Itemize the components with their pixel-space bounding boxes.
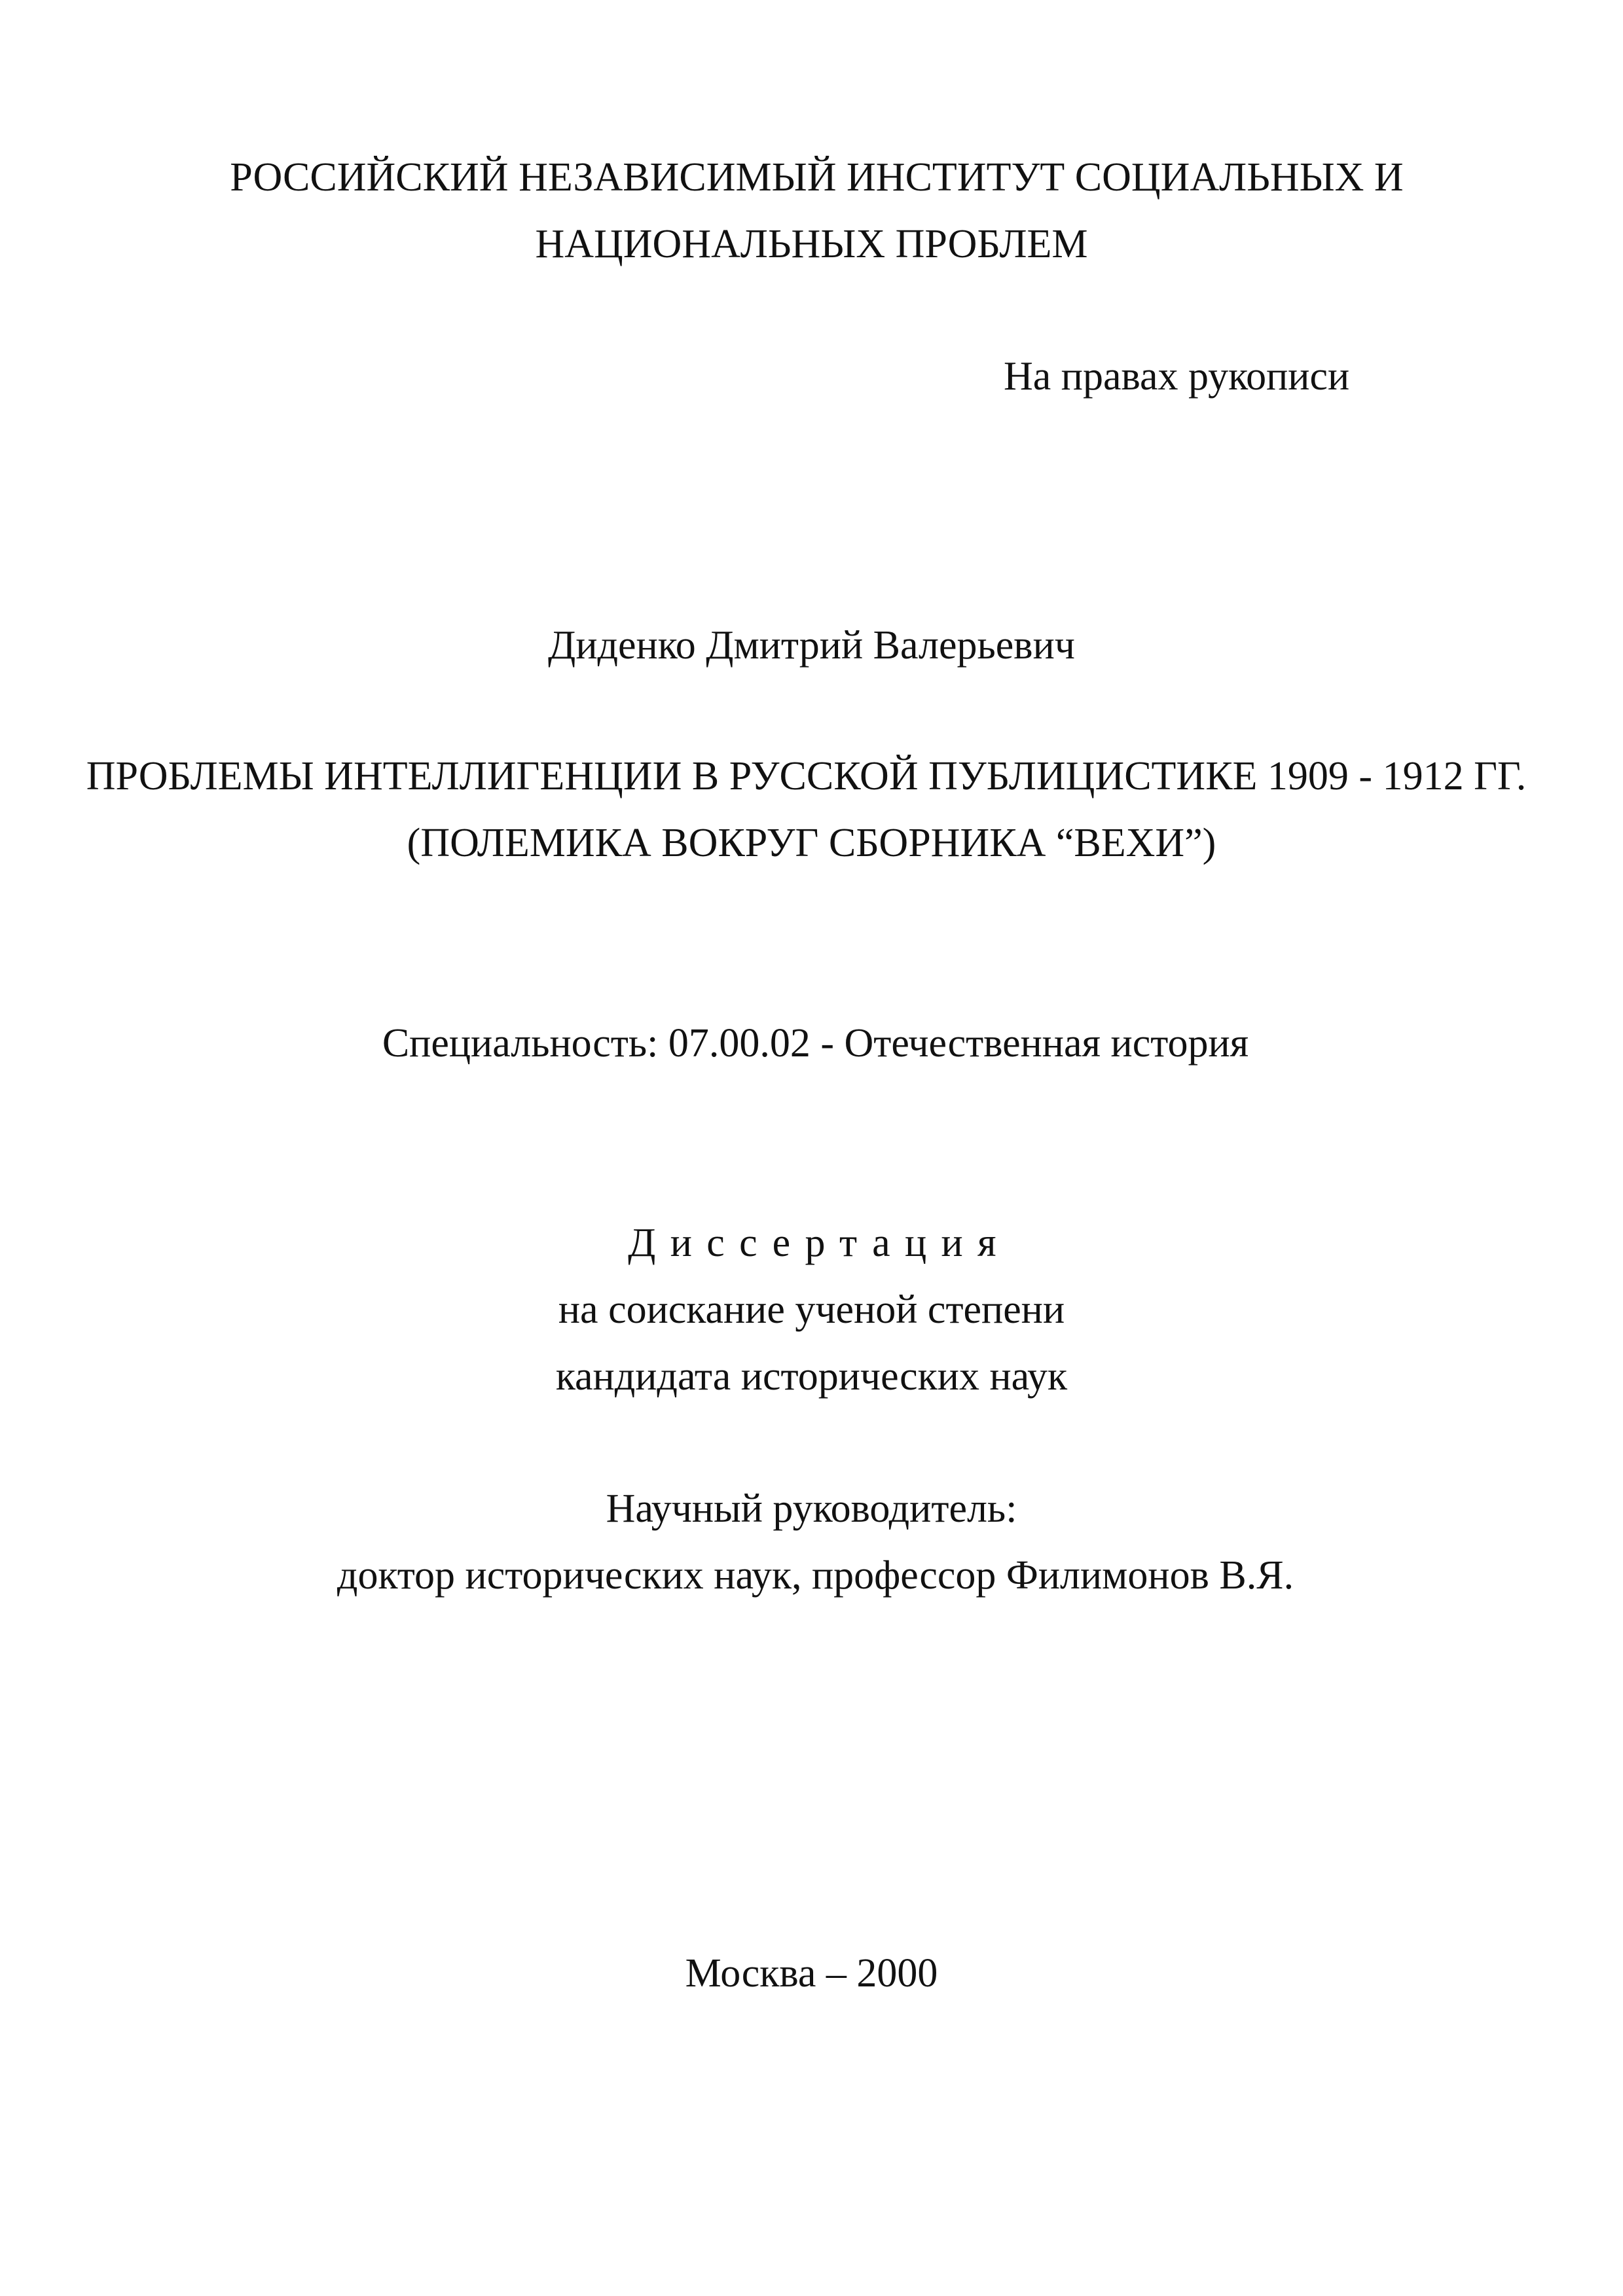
work-type-line-1: на соискание ученой степени <box>558 1287 1065 1332</box>
place-year: Москва – 2000 <box>685 1951 938 1996</box>
specialty: Специальность: 07.00.02 - Отечественная история <box>382 1021 1249 1066</box>
dissertation-title-line-1: ПРОБЛЕМЫ ИНТЕЛЛИГЕНЦИИ В РУССКОЙ ПУБЛИЦИСТИКЕ 1909 - 1912 ГГ. <box>86 754 1527 798</box>
institution-line-1: РОССИЙСКИЙ НЕЗАВИСИМЫЙ ИНСТИТУТ СОЦИАЛЬНЫХ И <box>230 155 1404 200</box>
work-type-line-2: кандидата исторических наук <box>555 1354 1068 1399</box>
supervisor-name: доктор исторических наук, профессор Филимонов В.Я. <box>337 1553 1294 1598</box>
institution-line-2: НАЦИОНАЛЬНЫХ ПРОБЛЕМ <box>535 222 1088 266</box>
supervisor-heading: Научный руководитель: <box>606 1486 1017 1531</box>
work-type-label: Диссертация <box>628 1221 1011 1265</box>
manuscript-note: На правах рукописи <box>1004 354 1350 399</box>
dissertation-title-line-2: (ПОЛЕМИКА ВОКРУГ СБОРНИКА “ВЕХИ”) <box>407 821 1216 865</box>
author-name: Диденко Дмитрий Валерьевич <box>548 623 1075 668</box>
